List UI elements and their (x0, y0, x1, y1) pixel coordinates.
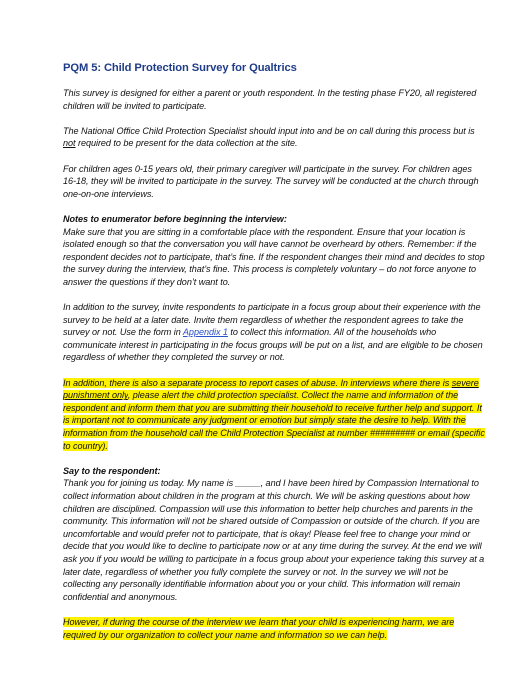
severe-punishment-underlined: severe punishment only (63, 377, 479, 401)
notes-heading: Notes to enumerator before beginning the interview: (63, 213, 287, 224)
page-title: PQM 5: Child Protection Survey for Qualtrics (63, 62, 297, 74)
harm-text: However, if during the course of the interview we learn that your child is experiencing harm, we are required by our organization to collect your name and information so we can help. (63, 616, 455, 640)
abuse-text-b: , please alert the child protection specialist. Collect the name and information of the respondent and inform them that you are submitting their household to receive further help and support. It is important not to communicate any judgment or emotion but simply state the desire to help. With the information from the household call the Child Protection Specialist at number ######### or email (specific to country). (63, 390, 485, 451)
abuse-text-a: In addition, there is also a separate process to report cases of abuse. In interviews where there is (63, 377, 452, 388)
not-underlined: not (63, 138, 76, 149)
focus-group-text-b: to collect this information. All of the households who communicate interest in participating in the focus groups will be put on a list, and are eligible to be chosen regardless of whether they completed the survey or not. (63, 327, 483, 363)
intro-paragraph: This survey is designed for either a parent or youth respondent. In the testing phase FY20, all registered children will be invited to participate. (63, 88, 477, 111)
specialist-paragraph (63, 125, 486, 150)
appendix-link[interactable]: Appendix 1 (182, 327, 228, 338)
notes-paragraph (63, 213, 486, 289)
focus-group-paragraph (63, 301, 486, 364)
abuse-report-paragraph (63, 377, 486, 453)
specialist-text-a: The National Office Child Protection Specialist should input into and be on call during this process but is (63, 125, 475, 136)
say-body: Thank you for joining us today. My name is _____, and I have been hired by Compassion International to collect information about children in the program at this church. We will be asking questions about how children are disciplined. Compassion will use this information to better help churches and parents in the community. This information will not be shared outside of Compassion or outside of the church. If you are uncomfortable and would prefer not to participate, that is okay! Please feel free to change your mind or decide that you would like to decline to participate now or at any time during the survey. At the end we will ask you if you would be willing to participate in a focus group about your experience taking this survey at a later date, regardless of whether you fully complete the survey or not. In the survey we will not be collecting any personally identifiable information about you or your child. This information will remain confidential and anonymous. (63, 478, 485, 602)
say-paragraph (63, 465, 486, 604)
age-paragraph: For children ages 0-15 years old, their primary caregiver will participate in the survey. For children ages 16-18, they will be invited to participate in the survey. The survey will be conducted at the church through one-on-one interviews. (63, 163, 479, 199)
notes-body: Make sure that you are sitting in a comfortable place with the respondent. Ensure that your location is isolated enough so that the conversation you will have cannot be overheard by others. Remember: if the respondent decides not to participate, that’s fine. If the respondent changes their mind and decides to stop the survey during the interview, that’s fine. This process is completely voluntary – do not force anyone to answer the questions if they don’t want to. (63, 226, 485, 287)
harm-paragraph (63, 616, 486, 641)
say-heading: Say to the respondent: (63, 465, 161, 476)
specialist-text-b: required to be present for the data collection at the site. (75, 138, 298, 149)
focus-group-text-a: In addition to the survey, invite respondents to participate in a focus group about their experience with the survey to be held at a later date. Invite them regardless of whether the respondent agrees to take the survey or not. Use the form in (63, 302, 481, 338)
